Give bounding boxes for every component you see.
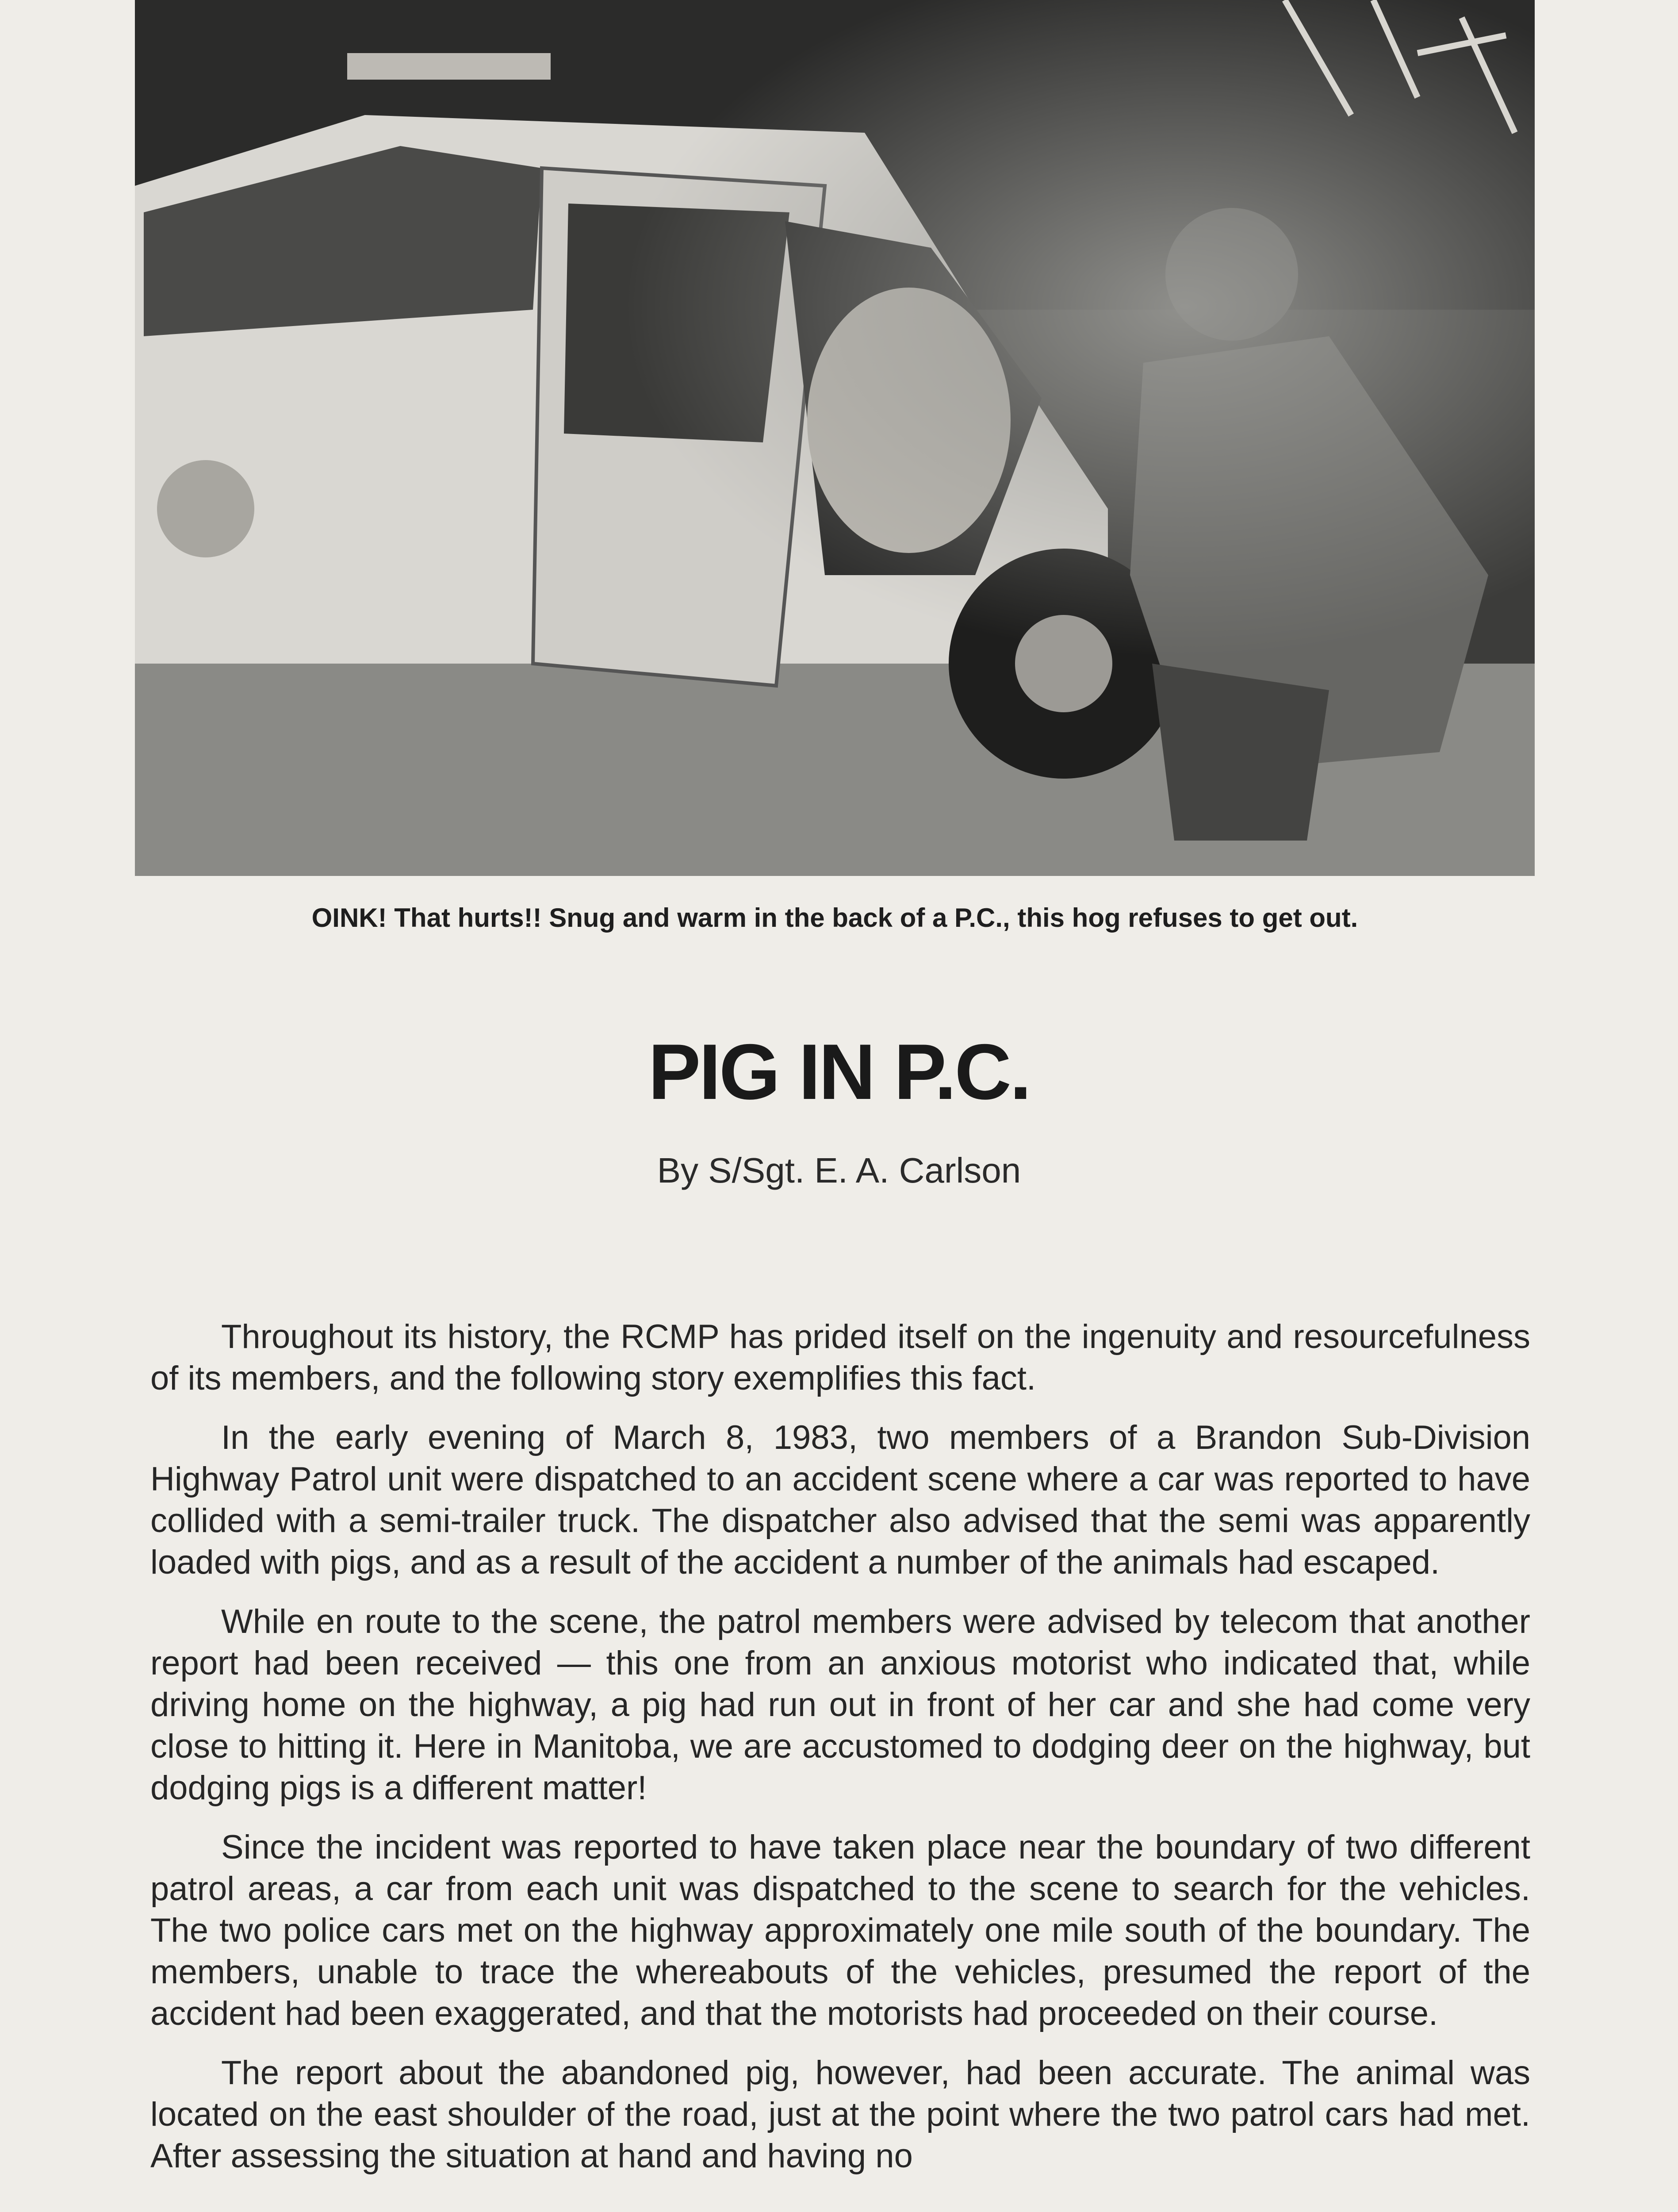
photo-caption: OINK! That hurts!! Snug and warm in the back of a P.C., this hog refuses to get out. <box>311 903 1358 933</box>
article-paragraph: In the early evening of March 8, 1983, two members of a Brandon Sub-Division Highway Patrol unit were dispatched to an accident scene where a car was reported to have collided with a semi-trailer truck. The dispatcher also advised that the semi was apparently loaded with pigs, and as a result of the accident a number of the animals had escaped. <box>150 1419 1530 1581</box>
article-body <box>150 1316 1530 2195</box>
article-title: PIG IN P.C. <box>648 1028 1030 1116</box>
article-paragraph: The report about the abandoned pig, however, had been accurate. The animal was located on the east shoulder of the road, just at the point where the two patrol cars had met. After assessing the situation at hand and having no <box>150 2054 1530 2175</box>
article-byline: By S/Sgt. E. A. Carlson <box>657 1151 1021 1190</box>
article-photo <box>135 0 1535 876</box>
article-paragraph: While en route to the scene, the patrol members were advised by telecom that another report had been received — this one from an anxious motorist who indicated that, while driving home on the highway, a pig had run out in front of her car and she had come very close to hitting it. Here in Manitoba, we are accustomed to dodging deer on the highway, but dodging pigs is a different matter! <box>150 1603 1530 1807</box>
article-paragraph: Since the incident was reported to have taken place near the boundary of two different patrol areas, a car from each unit was dispatched to the scene to search for the vehicles. The two police cars met on the highway approximately one mile south of the boundary. The members, unable to trace the whereabouts of the vehicles, presumed the report of the accident had been exaggerated, and that the motorists had proceeded on their course. <box>150 1828 1530 2032</box>
article-paragraph: Throughout its history, the RCMP has prided itself on the ingenuity and resourcefulness of its members, and the following story exemplifies this fact. <box>150 1318 1530 1397</box>
